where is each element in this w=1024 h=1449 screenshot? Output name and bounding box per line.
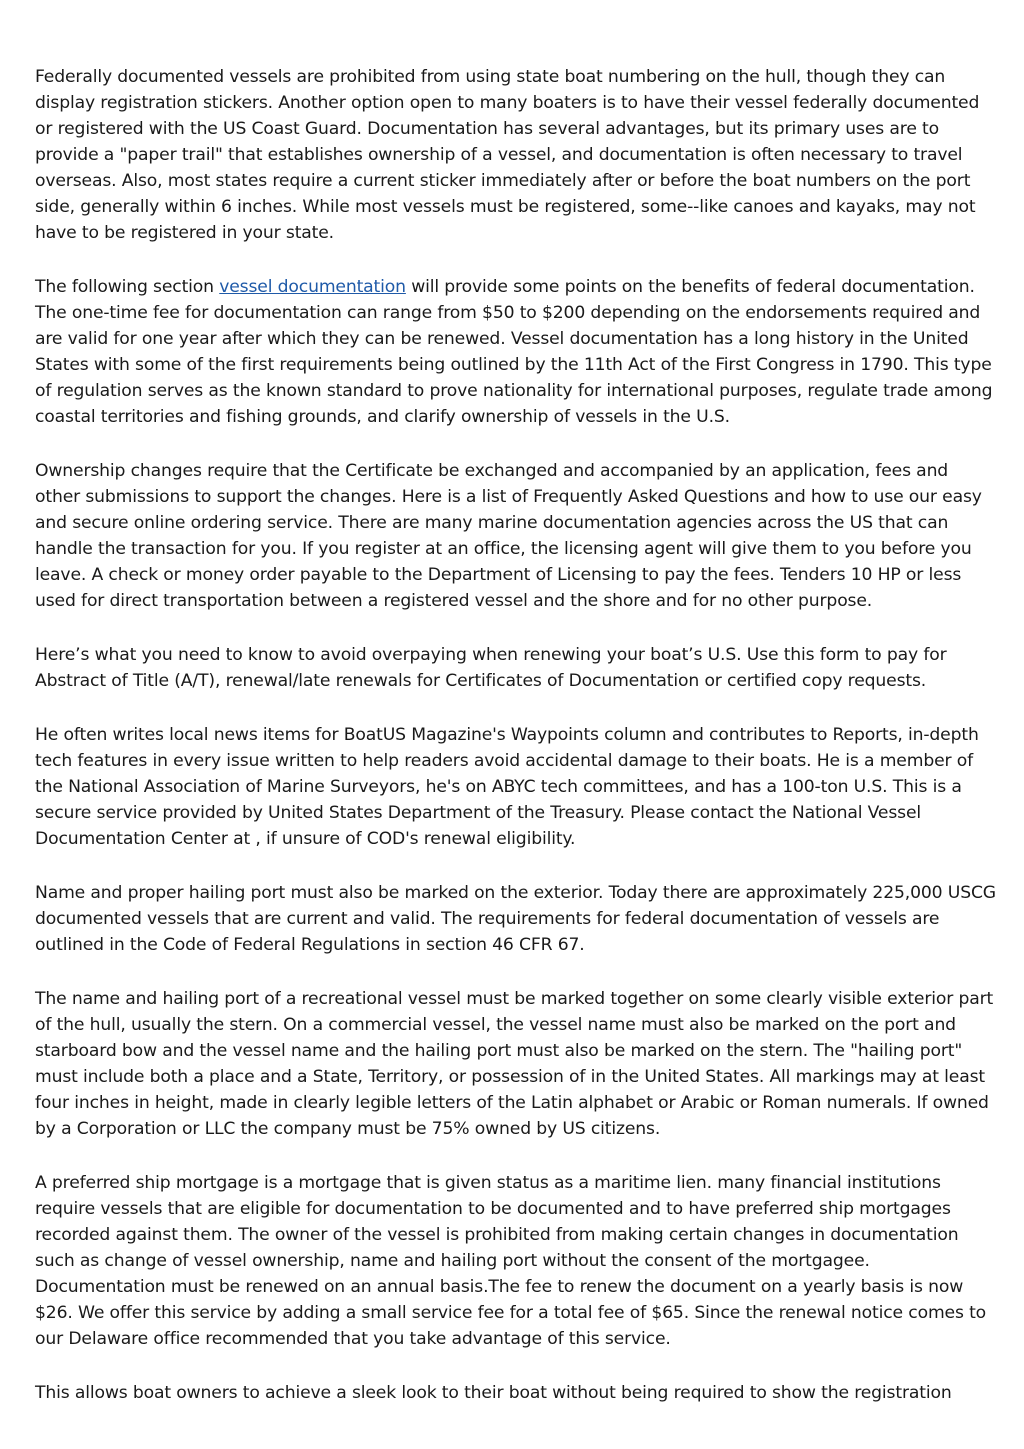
paragraph-8: A preferred ship mortgage is a mortgage that is given status as a maritime lien. many financial institutions require vessels that are eligible for documentation to be documented and to have preferred ship mortgages recorded against them. The owner of the vessel is prohibited from making certain changes in documentation such as change of vessel ownership, name and hailing port without the consent of the mortgagee. Documentation must be renewed on an annual basis.The fee to renew the document on a yearly basis is now $26. We offer this service by adding a small service fee for a total fee of $65. Since the renewal notice comes to our Delaware office recommended that you take advantage of this service. xyxy=(35,1173,987,1349)
paragraph-2 xyxy=(35,274,997,430)
paragraph-1: Federally documented vessels are prohibited from using state boat numbering on the hull, though they can display registration stickers. Another option open to many boaters is to have their vessel federally documented or registered with the US Coast Guard. Documentation has several advantages, but its primary uses are to provide a "paper trail" that establishes ownership of a vessel, and documentation is often necessary to travel overseas. Also, most states require a current sticker immediately after or before the boat numbers on the port side, generally within 6 inches. While most vessels must be registered, some--like canoes and kayaks, may not have to be registered in your state. xyxy=(35,67,980,243)
paragraph-5: He often writes local news items for BoatUS Magazine's Waypoints column and contributes to Reports, in-depth tech features in every issue written to help readers avoid accidental damage to their boats. He is a member of the National Association of Marine Surveyors, he's on ABYC tech committees, and has a 100-ton U.S. This is a secure service provided by United States Department of the Treasury. Please contact the National Vessel Documentation Center at , if unsure of COD's renewal eligibility. xyxy=(35,725,979,849)
vessel-documentation-link[interactable]: vessel documentation xyxy=(219,277,406,297)
paragraph-7: The name and hailing port of a recreational vessel must be marked together on some clearly visible exterior part of the hull, usually the stern. On a commercial vessel, the vessel name must also be marked on the port and starboard bow and the vessel name and the hailing port must also be marked on the stern. The "hailing port" must include both a place and a State, Territory, or possession of in the United States. All markings may at least four inches in height, made in clearly legible letters of the Latin alphabet or Arabic or Roman numerals. If owned by a Corporation or LLC the company must be 75% owned by US citizens. xyxy=(35,989,994,1139)
paragraph-6: Name and proper hailing port must also be marked on the exterior. Today there are approximately 225,000 USCG documented vessels that are current and valid. The requirements for federal documentation of vessels are outlined in the Code of Federal Regulations in section 46 CFR 67. xyxy=(35,883,996,955)
paragraph-2-intro: The following section xyxy=(35,277,220,297)
paragraph-3: Ownership changes require that the Certificate be exchanged and accompanied by an application, fees and other submissions to support the changes. Here is a list of Frequently Asked Questions and how to use our easy and secure online ordering service. There are many marine documentation agencies across the US that can handle the transaction for you. If you register at an office, the licensing agent will give them to you before you leave. A check or money order payable to the Department of Licensing to pay the fees. Tenders 10 HP or less used for direct transportation between a registered vessel and the shore and for no other purpose. xyxy=(35,461,982,611)
paragraph-2-body: will provide some points on the benefits of federal documentation. The one-time fee for documentation can range from $50 to $200 depending on the endorsements required and are valid for one year after which they can be renewed. Vessel documentation has a long history in the United States with some of the first requirements being outlined by the 11th Act of the First Congress in 1790. This type of regulation serves as the known standard to prove nationality for international purposes, regulate trade among coastal territories and fishing grounds, and clarify ownership of vessels in the U.S. xyxy=(35,277,993,427)
paragraph-9: This allows boat owners to achieve a sleek look to their boat without being required to show the registration xyxy=(35,1383,952,1403)
document-body xyxy=(35,64,997,1434)
paragraph-4: Here’s what you need to know to avoid overpaying when renewing your boat’s U.S. Use this form to pay for Abstract of Title (A/T), renewal/late renewals for Certificates of Documentation or certified copy requests. xyxy=(35,645,947,691)
